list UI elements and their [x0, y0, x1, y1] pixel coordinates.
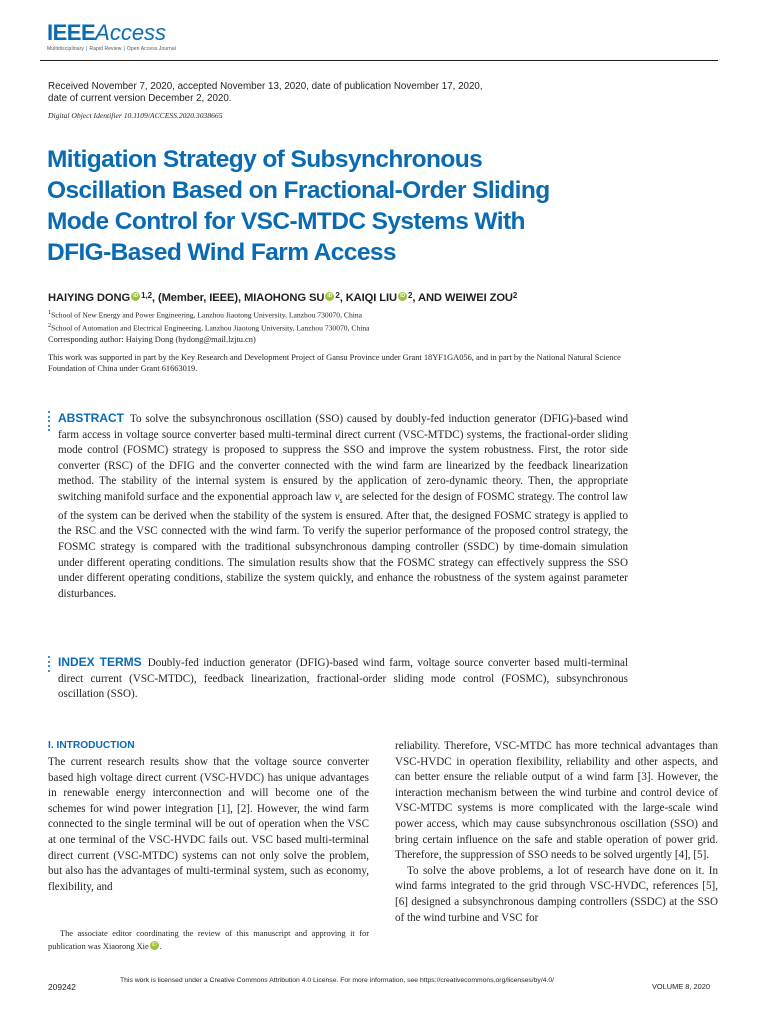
- index-terms-dots-decoration: [48, 656, 51, 674]
- index-terms: INDEX TERMS Doubly-fed induction generator (DFIG)-based wind farm, voltage source converter based multi-terminal direct current (VSC-MTDC), feedback linearization, fractional-order sliding mode control (FOSMC), subsynchronous oscillation (SSO).: [58, 655, 629, 701]
- editor-footnote: The associate editor coordinating the review of this manuscript and approving it for publication was Xiaorong Xie iD .: [48, 929, 369, 951]
- author-list: HAIYING DONG iD $^{1,2}$, (Member, IEEE), MIAOHONG SU iD $^2$, KAIQI LIU iD $^2$, AND WEIWEI ZOU$^2$: [48, 291, 518, 304]
- funding-note: This work was supported in part by the Key Research and Development Project of Gansu Province under Grant 18YF1GA056, and in part by the National Natural Science Foundation of China under Grant 61663019.: [48, 353, 621, 373]
- column-left: [48, 739, 369, 895]
- license-note: This work is licensed under a Creative Commons Attribution 4.0 License. For more information, see https://creativecommons.org/licenses/by/4.0/: [120, 977, 555, 984]
- logo-ieee: IEEE: [47, 20, 96, 45]
- index-terms-label: INDEX TERMS: [58, 655, 142, 669]
- header-rule: [40, 60, 718, 61]
- journal-logo: [47, 20, 176, 52]
- orcid-icon[interactable]: iD: [150, 941, 159, 950]
- intro-paragraph-1-cont: reliability. Therefore, VSC-MTDC has more technical advantages than VSC-HVDC in operation flexibility, reliability and other aspects, and can better ensure the reliable output of a wind farm [3]. However, the interaction mechanism between the wind turbine and control device of VSC-MTDC systems is more complicated with the large-scale wind power access, which may cause subsynchronous oscillation (SSO) and bring certain influence on the safe and stable operation of power grid. Therefore, the suppression of SSO needs to be solved urgently [4], [5].: [395, 740, 718, 862]
- intro-paragraph-2: To solve the above problems, a lot of research have done on it. In wind farms integrated to the grid through VSC-HVDC, references [5], [6] designed a subsynchronous damping controllers (SSDC) at the SSO of the wind turbine and VSC for: [395, 864, 718, 924]
- affiliations: [48, 308, 370, 333]
- volume-info: VOLUME 8, 2020: [652, 982, 710, 991]
- logo-tagline: Multidisciplinary | Rapid Review | Open Access Journal: [47, 46, 177, 52]
- page-number: 209242: [48, 982, 76, 992]
- intro-paragraph-1: The current research results show that the voltage source converter based high voltage direct current (VSC-HVDC) has unique advantages in renewable energy interconnection and will become one of the schemes for wind power integration [1], [2]. However, the wind farm connected to the single terminal will be out of operation when the VSC at one terminal of the VSC-HVDC fails out. VSC based multi-terminal direct current (VSC-MTDC) systems can not only solve the problem, but also has the advantages of multi-terminal system, such as economy, flexibility, and: [48, 756, 369, 893]
- paper-title: Mitigation Strategy of Subsynchronous Oscillation Based on Fractional-Order Sliding Mode Control for VSC-MTDC Systems With DFIG-Based Wind Farm Access: [47, 146, 550, 266]
- doi: Digital Object Identifier 10.1109/ACCESS.2020.3038665: [48, 111, 223, 120]
- orcid-icon[interactable]: iD: [131, 292, 140, 301]
- logo-access: Access: [95, 20, 167, 45]
- received-dates: Received November 7, 2020, accepted November 13, 2020, date of publication November 17, 2020, date of current version December 2, 2020.: [48, 81, 483, 104]
- orcid-icon[interactable]: iD: [398, 292, 407, 301]
- orcid-icon[interactable]: iD: [325, 292, 334, 301]
- section-heading: I. INTRODUCTION: [48, 740, 135, 751]
- corresponding-author: Corresponding author: Haiying Dong (hydong@mail.lzjtu.cn): [48, 335, 256, 344]
- affiliation-1: $^1$School of New Energy and Power Engineering, Lanzhou Jiaotong University, Lanzhou 730070, China: [48, 309, 363, 320]
- abstract: ABSTRACT To solve the subsynchronous oscillation (SSO) caused by doubly-fed induction generator (DFIG)-based wind farm access in voltage source converter based multi-terminal direct current (VSC-MTDC) systems, the fractional-order sliding mode control (FOSMC) strategy is proposed to suppress the SSO and improve the system robustness. First, the rotor side converter (RSC) of the DFIG and the converter connected with the wind farm are linearized by the feedback linearization method. The stability of the internal system is ensured by the application of zero-dynamic theory. Then, the appropriate switching manifold surface and the exponential approach law $v_s$ are selected for the design of FOSMC strategy. The control law of the system can be derived when the stability of the system is ensured. After that, the designed FOSMC strategy is applied to the RSC and the VSC connected with the wind farm. To verify the superior performance of the proposed control strategy, the FOSMC strategy is compared with the traditional subsynchronous damping controller (SSDC) by time-domain simulation under different operating conditions. The simulation results show that the FOSMC strategy can effectively suppress the SSO under different operating conditions, stabilize the system quickly, and enhance the robustness of the system against parameter disturbances.: [58, 411, 628, 600]
- affiliation-2: $^2$School of Automation and Electrical Engineering, Lanzhou Jiaotong University, Lanzhou 730070, China: [48, 321, 370, 333]
- column-right: [395, 739, 718, 926]
- abstract-dots-decoration: [48, 411, 51, 434]
- abstract-label: ABSTRACT: [58, 411, 124, 425]
